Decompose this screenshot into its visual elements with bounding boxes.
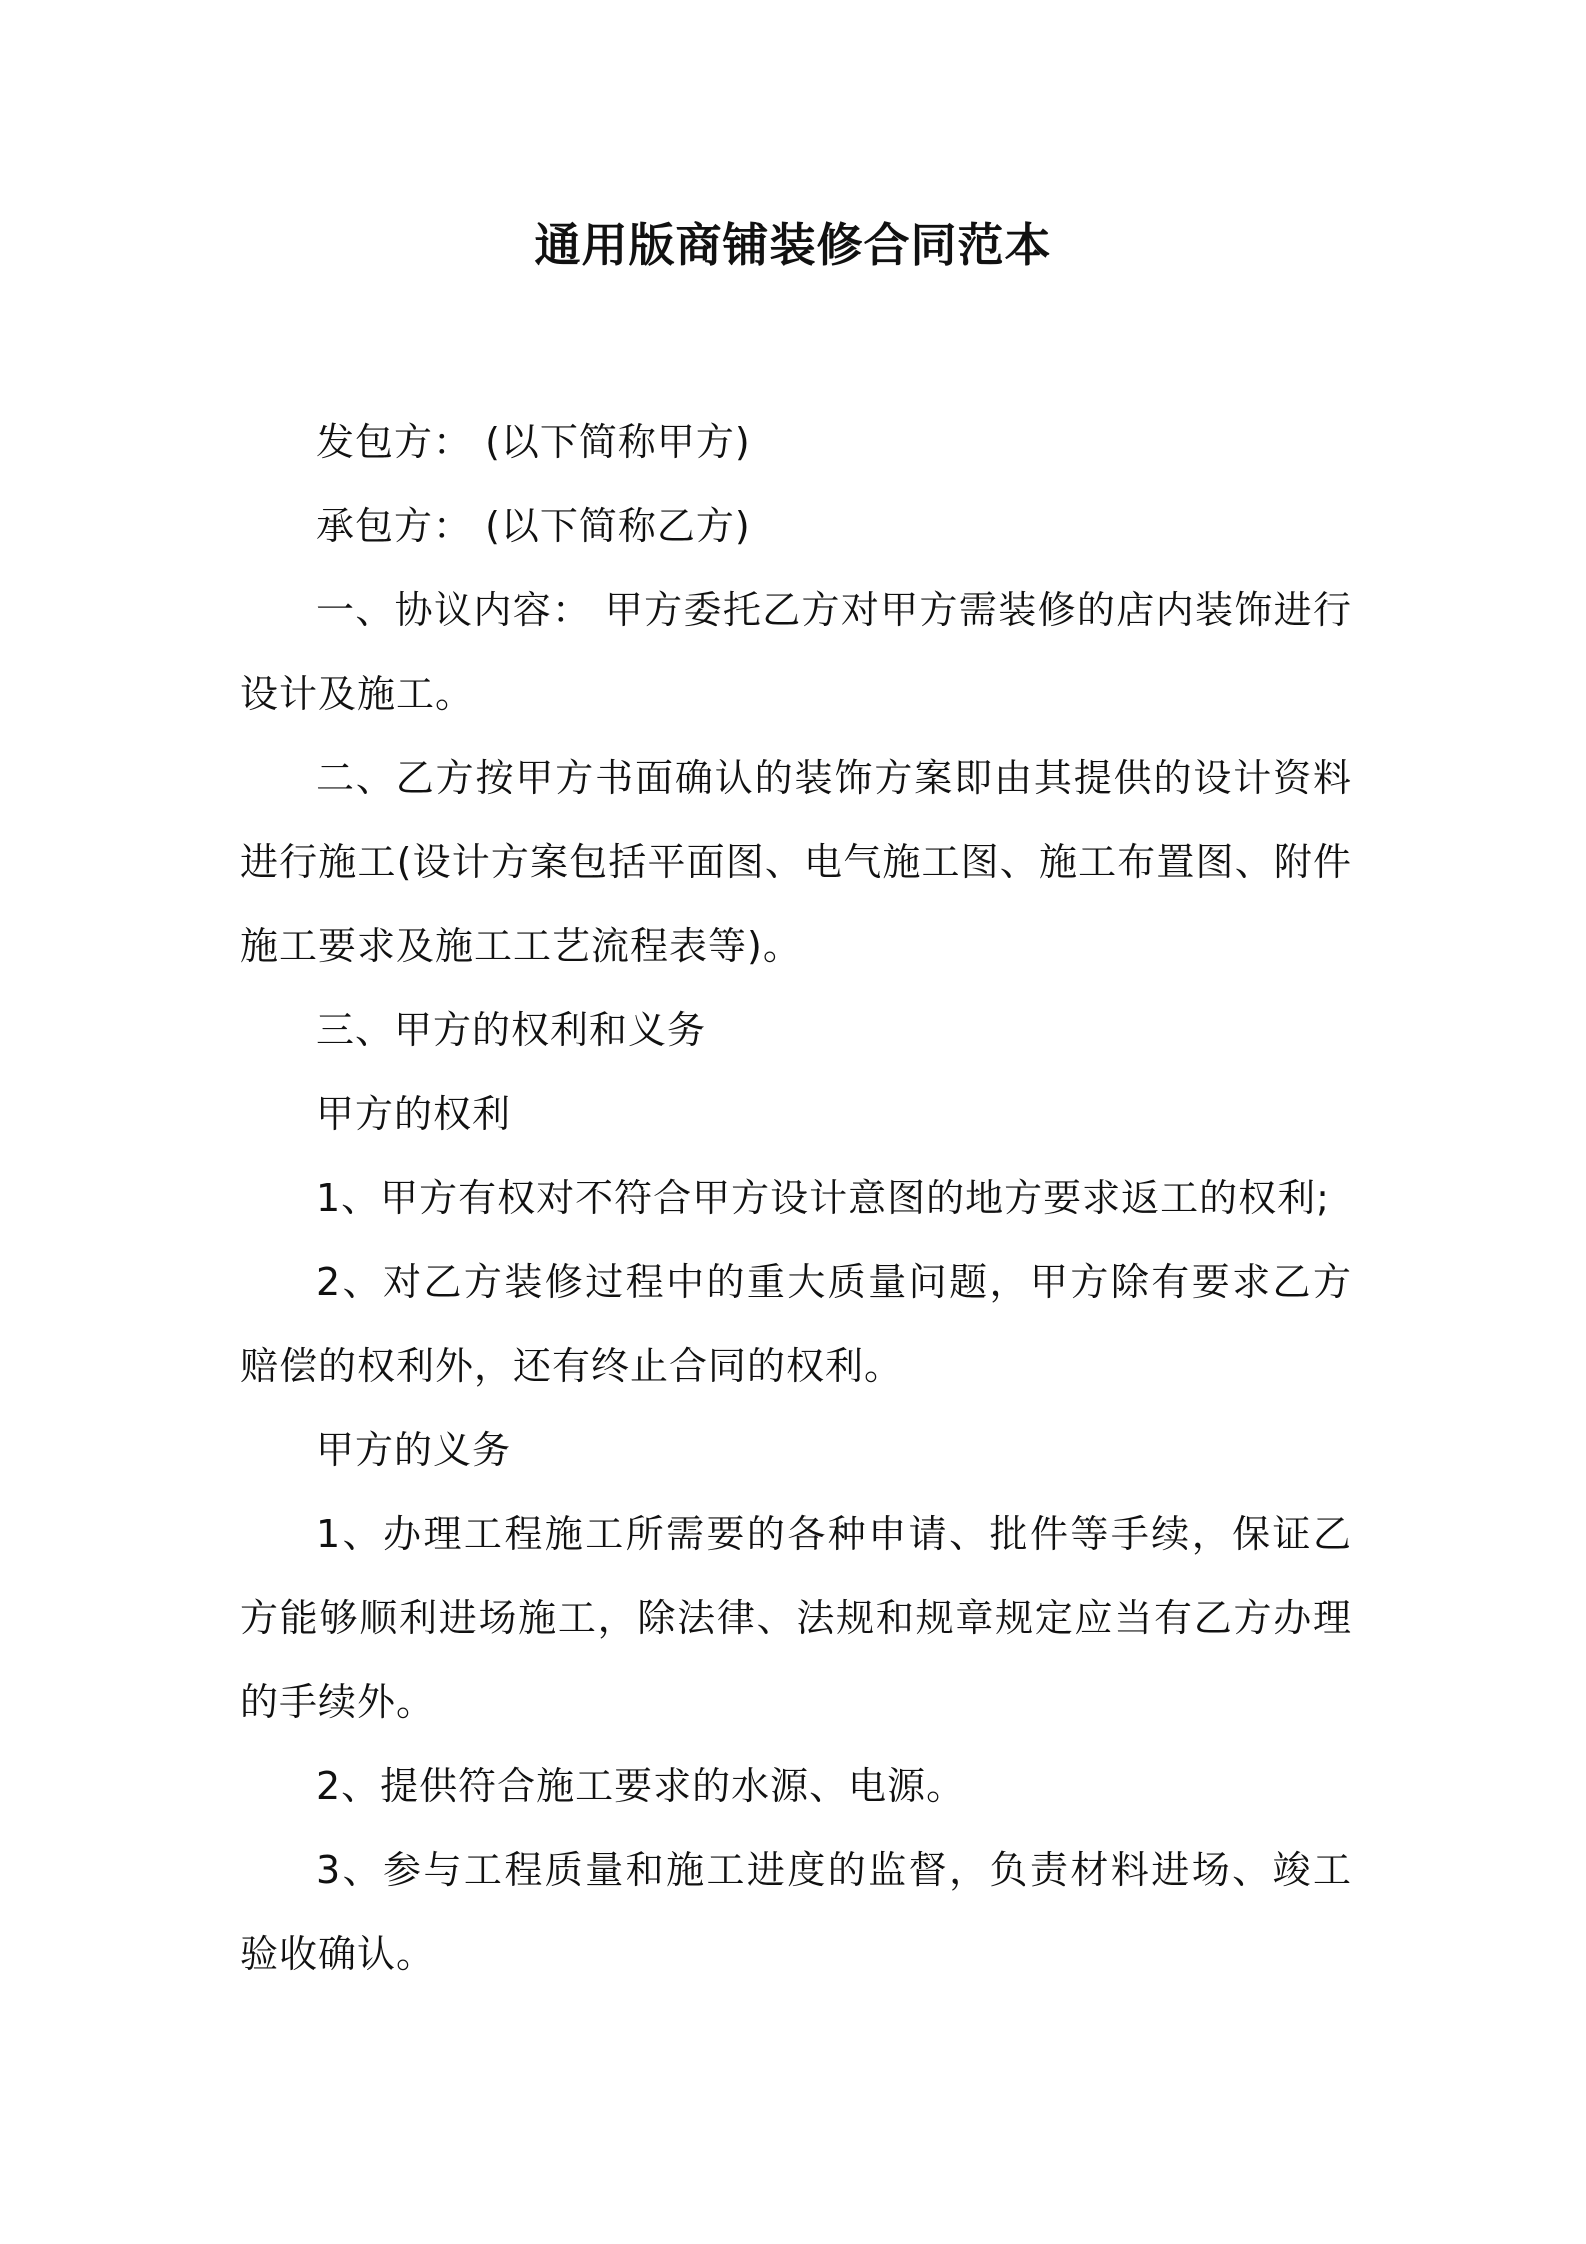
clause-construction-basis: 二、乙方按甲方书面确认的装饰方案即由其提供的设计资料进行施工(设计方案包括平面图、电气施工图、施工布置图、附件施工要求及施工工艺流程表等)。: [240, 756, 1352, 968]
subheading-party-a-obligations: 甲方的义务: [316, 1428, 512, 1472]
obligations-item-1: 1、办理工程施工所需要的各种申请、批件等手续，保证乙方能够顺利进场施工，除法律、法规和规章规定应当有乙方办理的手续外。: [240, 1512, 1352, 1724]
clause-employer: 发包方： (以下简称甲方): [316, 420, 751, 464]
document-body: [240, 400, 1352, 1996]
clause-agreement-content: 一、协议内容： 甲方委托乙方对甲方需装修的店内装饰进行设计及施工。: [240, 588, 1352, 716]
rights-item-1: 1、甲方有权对不符合甲方设计意图的地方要求返工的权利;: [316, 1176, 1330, 1220]
obligations-item-2: 2、提供符合施工要求的水源、电源。: [316, 1764, 966, 1808]
document-title: 通用版商铺装修合同范本: [534, 218, 1052, 272]
section-heading-party-a: 三、甲方的权利和义务: [316, 1008, 707, 1052]
clause-contractor: 承包方： (以下简称乙方): [316, 504, 751, 548]
subheading-party-a-rights: 甲方的权利: [316, 1092, 512, 1136]
rights-item-2: 2、对乙方装修过程中的重大质量问题，甲方除有要求乙方赔偿的权利外，还有终止合同的权利。: [240, 1260, 1352, 1388]
obligations-item-3: 3、参与工程质量和施工进度的监督，负责材料进场、竣工验收确认。: [240, 1848, 1352, 1976]
